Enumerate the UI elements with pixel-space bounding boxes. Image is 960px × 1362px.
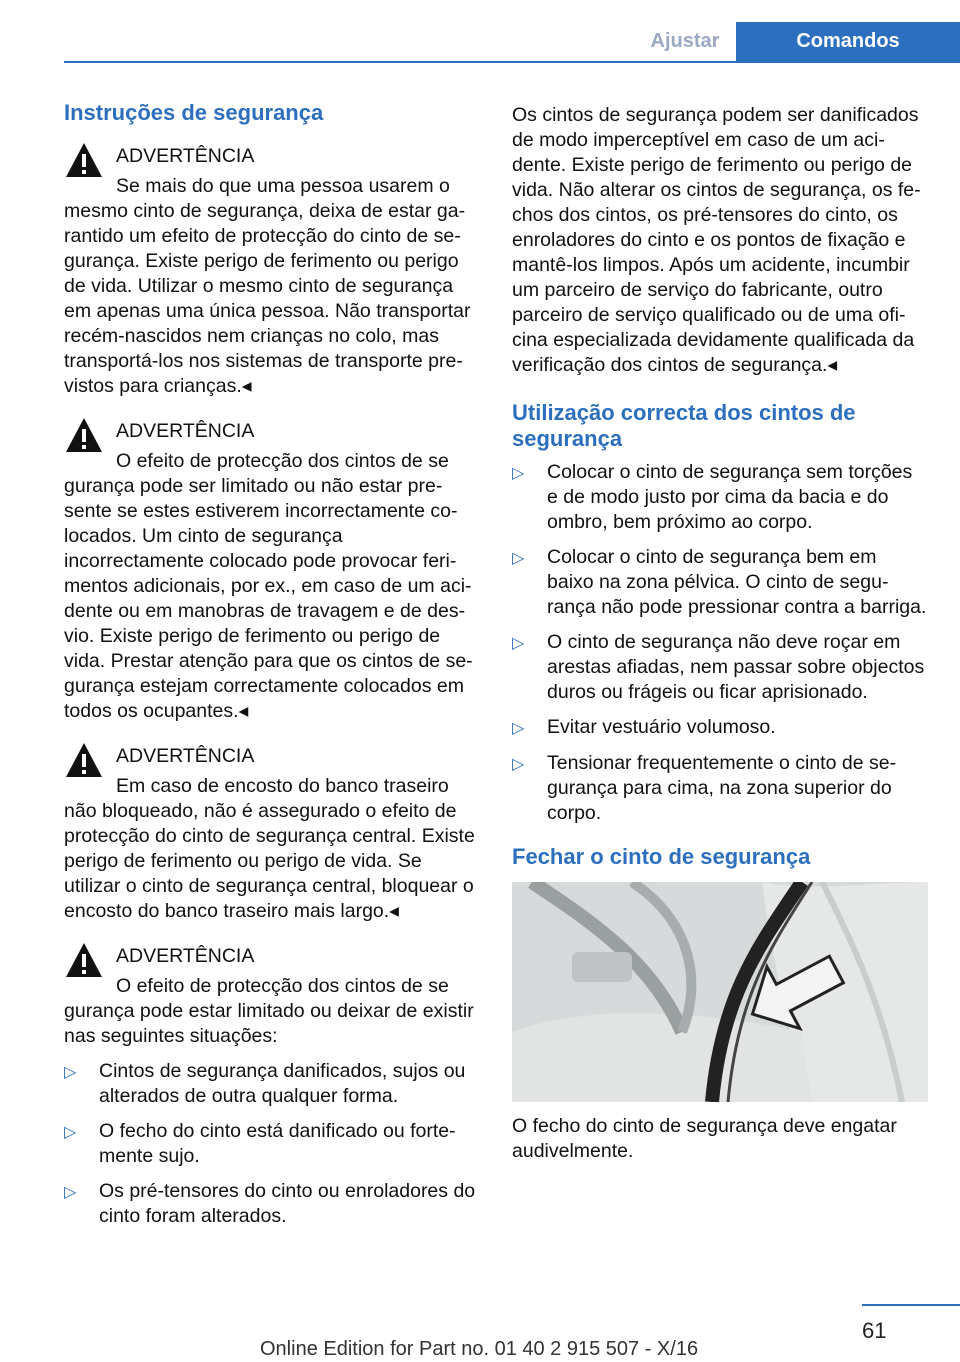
list-item-text: Cintos de segurança danificados, sujos ou alterados de outra qualquer forma. — [99, 1060, 466, 1107]
warning-text-first-line: O efeito de protecção dos cintos de se — [116, 450, 449, 472]
list-item-text: Os pré-tensores do cinto ou enroladores do cinto foram alterados. — [99, 1180, 476, 1227]
warning-block — [64, 415, 480, 724]
list-item — [512, 545, 928, 620]
warning-title: ADVERTÊNCIA — [116, 420, 255, 442]
list-item-text: Colocar o cinto de segurança sem torções e de modo justo por cima da bacia e do ombro, bem próximo ao corpo. — [547, 461, 913, 533]
warning-triangle-icon — [64, 415, 104, 459]
triangle-right-icon: ▷ — [512, 720, 525, 737]
list-item — [512, 715, 928, 741]
left-column — [64, 100, 480, 1239]
edition-line: Online Edition for Part no. 01 40 2 915 507 - X/16 — [260, 1338, 699, 1360]
list-item-text: O cinto de segurança não deve roçar em arestas afiadas, nem passar sobre objectos duros ou frágeis ou ficar aprisionado. — [547, 631, 925, 703]
warning-text: gurança pode estar limitado ou deixar de existir nas seguintes situações: — [64, 1000, 474, 1047]
warning-text: mesmo cinto de segurança, deixa de estar garantido um efeito de protecção do cinto de segurança. Existe perigo de ferimento ou perigo de vida. Utilizar o mesmo cinto de segurança em apenas uma única pessoa. Não transportar recém-nascidos nem crianças no colo, mas transportá-los nos sistemas de transporte previstos para crianças.◂ — [64, 200, 471, 397]
triangle-right-icon: ▷ — [64, 1184, 77, 1201]
seatbelt-buckle-image — [512, 882, 928, 1102]
intro-paragraph: Os cintos de segurança podem ser danificados de modo imperceptível em caso de um acidente. Existe perigo de ferimento ou perigo de vida. Não alterar os cintos de segurança, os fechos dos cintos, os pré-tensores do cinto, os enroladores do cinto e os pontos de fixação e mantê-los limpos. Após um acidente, incumbir um parceiro de serviço do fabricante, outro parceiro de serviço qualificado ou de uma oficina especializada devidamente qualificada da verificação dos cintos de segurança.◂ — [512, 104, 921, 376]
list-item-text: Colocar o cinto de segurança bem em baixo na zona pélvica. O cinto de segurança não pode pressionar contra a barriga. — [547, 546, 927, 618]
triangle-right-icon: ▷ — [512, 635, 525, 652]
warning-title: ADVERTÊNCIA — [116, 745, 255, 767]
list-item — [512, 751, 928, 826]
bullet-list-damage — [64, 1059, 480, 1229]
warning-triangle-icon — [64, 740, 104, 784]
triangle-right-icon: ▷ — [512, 756, 525, 773]
warning-triangle-icon — [64, 940, 104, 984]
list-item-text: Evitar vestuário volumoso. — [547, 716, 776, 738]
warning-text: gurança pode ser limitado ou não estar presente se estes estiverem incorrectamente colocados. Um cinto de segurança incorrectamente colocado pode provocar ferimentos adicionais, por ex., em caso de um acidente ou em manobras de travagem e de desvio. Existe perigo de ferimento ou perigo de vida. Prestar atenção para que os cintos de segurança estejam correctamente colocados em todos os ocupantes.◂ — [64, 475, 473, 722]
triangle-right-icon: ▷ — [512, 465, 525, 482]
triangle-right-icon: ▷ — [64, 1064, 77, 1081]
tab-comandos[interactable]: Comandos — [736, 22, 960, 61]
list-item — [512, 460, 928, 535]
footer-rule — [862, 1304, 960, 1306]
warning-block — [64, 740, 480, 924]
bullet-list-correct-use — [512, 460, 928, 826]
tab-ajustar[interactable]: Ajustar — [650, 30, 720, 52]
list-item — [64, 1119, 480, 1169]
warning-triangle-icon — [64, 140, 104, 184]
list-item-text: Tensionar frequentemente o cinto de segurança para cima, na zona superior do corpo. — [547, 752, 897, 824]
triangle-right-icon: ▷ — [512, 550, 525, 567]
section-title-safety: Instruções de segurança — [64, 100, 324, 125]
section-title-correct-use: Utilização correcta dos cintos de segurança — [512, 400, 856, 451]
warning-text: não bloqueado, não é assegurado o efeito de protecção do cinto de segurança central. Existe perigo de ferimento ou perigo de vida. Se utilizar o cinto de segurança central, bloquear o encosto do banco traseiro mais largo.◂ — [64, 800, 475, 922]
warning-title: ADVERTÊNCIA — [116, 945, 255, 967]
section-title-buckle: Fechar o cinto de segurança — [512, 844, 811, 869]
header-rule — [64, 61, 960, 63]
list-item-text: O fecho do cinto está danificado ou fortemente sujo. — [99, 1120, 456, 1167]
warning-block — [64, 940, 480, 1049]
page-number: 61 — [862, 1318, 887, 1343]
warning-title: ADVERTÊNCIA — [116, 145, 255, 167]
right-column — [512, 103, 928, 1164]
list-item — [64, 1059, 480, 1109]
warning-text-first-line: Em caso de encosto do banco traseiro — [116, 775, 449, 797]
triangle-right-icon: ▷ — [64, 1124, 77, 1141]
list-item — [512, 630, 928, 705]
warning-block — [64, 140, 480, 399]
image-caption: O fecho do cinto de segurança deve engatar audivelmente. — [512, 1115, 897, 1162]
list-item — [64, 1179, 480, 1229]
warning-text-first-line: O efeito de protecção dos cintos de se — [116, 975, 449, 997]
warning-text-first-line: Se mais do que uma pessoa usarem o — [116, 175, 450, 197]
